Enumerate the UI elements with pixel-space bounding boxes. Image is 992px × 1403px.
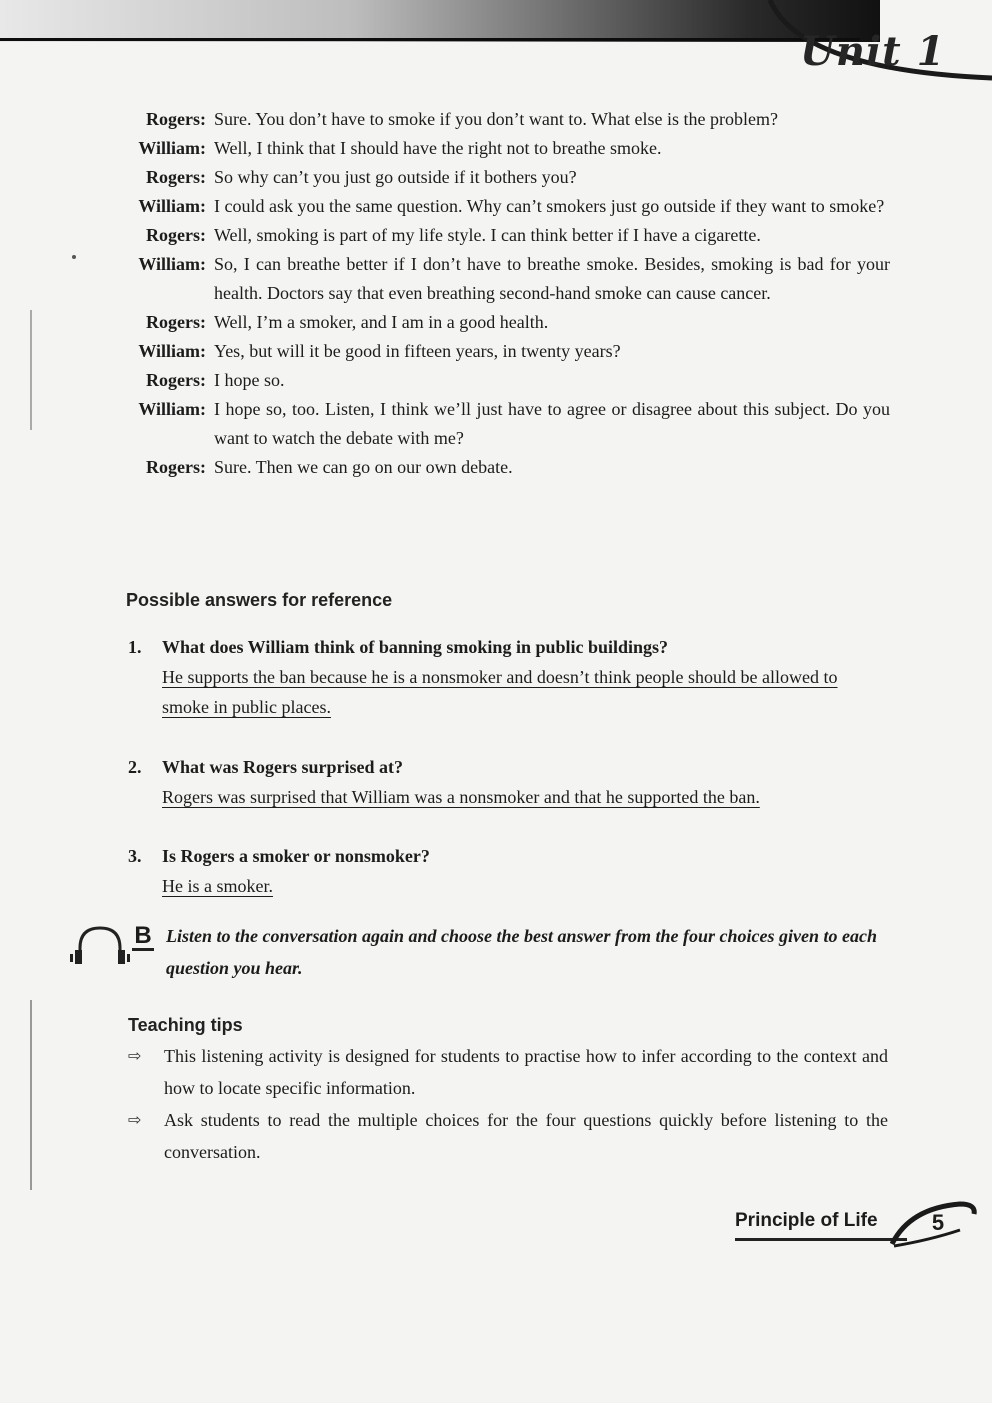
- page-number: 5: [931, 1210, 945, 1235]
- speaker-label: Rogers:: [146, 457, 206, 477]
- list-item: [128, 1040, 888, 1104]
- utterance: I could ask you the same question. Why can’t smokers just go outside if they want to smoke?: [214, 196, 885, 216]
- speaker-label: William:: [138, 341, 206, 361]
- answer-item: [128, 841, 888, 901]
- arrow-icon: ⇨: [128, 1110, 142, 1129]
- utterance: So why can’t you just go outside if it bothers you?: [214, 167, 577, 187]
- utterance: Yes, but will it be good in fifteen years, in twenty years?: [214, 341, 621, 361]
- utterance: I hope so, too. Listen, I think we’ll just have to agree or disagree about this subject. Do you want to watch the debate with me?: [214, 399, 890, 448]
- question-number: 3.: [128, 846, 142, 866]
- dialogue-line: [110, 308, 890, 337]
- part-b-instruction: [70, 920, 900, 984]
- answer-item: [128, 632, 888, 722]
- teaching-tips-heading: Teaching tips: [128, 1015, 243, 1035]
- question-number: 1.: [128, 637, 142, 657]
- answer-text: He supports the ban because he is a nonsmoker and doesn’t think people should be allowed to smoke in public places.: [162, 667, 838, 717]
- dialogue-line: [110, 163, 890, 192]
- question-text: Is Rogers a smoker or nonsmoker?: [162, 846, 430, 866]
- margin-line: [30, 1000, 32, 1190]
- dialogue-transcript: [110, 105, 890, 482]
- speaker-label: Rogers:: [146, 225, 206, 245]
- teaching-tips-list: [128, 1040, 888, 1168]
- speaker-label: Rogers:: [146, 312, 206, 332]
- speaker-label: William:: [138, 254, 206, 274]
- header-bar: [0, 0, 880, 42]
- answer-text: He is a smoker.: [162, 876, 273, 896]
- tip-text: Ask students to read the multiple choices for the four questions quickly before listening to the conversation.: [164, 1110, 888, 1162]
- answer-text: Rogers was surprised that William was a nonsmoker and that he supported the ban.: [162, 787, 760, 807]
- unit-label: Unit 1: [800, 28, 946, 75]
- dialogue-line: [110, 192, 890, 221]
- speaker-label: Rogers:: [146, 370, 206, 390]
- dialogue-line: [110, 337, 890, 366]
- utterance: I hope so.: [214, 370, 285, 390]
- arrow-icon: ⇨: [128, 1046, 142, 1065]
- answer-item: [128, 752, 888, 812]
- question-number: 2.: [128, 757, 142, 777]
- utterance: Well, I’m a smoker, and I am in a good health.: [214, 312, 549, 332]
- dialogue-line: [110, 221, 890, 250]
- speaker-label: William:: [138, 399, 206, 419]
- utterance: So, I can breathe better if I don’t have to breathe smoke. Besides, smoking is bad for your health. Doctors say that even breathing second-hand smoke can cause cancer.: [214, 254, 890, 303]
- tip-text: This listening activity is designed for students to practise how to infer according to the context and how to locate specific information.: [164, 1046, 888, 1098]
- instruction-text: Listen to the conversation again and choose the best answer from the four choices given to each question you hear.: [166, 926, 878, 978]
- speaker-label: Rogers:: [146, 109, 206, 129]
- header-rule: [0, 38, 860, 41]
- margin-line: [30, 310, 32, 430]
- dialogue-line: [110, 250, 890, 308]
- headphones-icon: [70, 920, 130, 970]
- question-text: What was Rogers surprised at?: [162, 757, 403, 777]
- dialogue-line: [110, 395, 890, 453]
- dialogue-line: [110, 105, 890, 134]
- margin-dot: [72, 255, 76, 259]
- dialogue-line: [110, 453, 890, 482]
- dialogue-line: [110, 134, 890, 163]
- utterance: Well, I think that I should have the right not to breathe smoke.: [214, 138, 662, 158]
- list-item: [128, 1104, 888, 1168]
- utterance: Well, smoking is part of my life style. I can think better if I have a cigarette.: [214, 225, 761, 245]
- question-text: What does William think of banning smoking in public buildings?: [162, 637, 669, 657]
- speaker-label: William:: [138, 138, 206, 158]
- footer-title: Principle of Life: [735, 1210, 878, 1231]
- speaker-label: Rogers:: [146, 167, 206, 187]
- footer-rule: [735, 1238, 907, 1241]
- utterance: Sure. You don’t have to smoke if you don’t want to. What else is the problem?: [214, 109, 778, 129]
- utterance: Sure. Then we can go on our own debate.: [214, 457, 513, 477]
- dialogue-line: [110, 366, 890, 395]
- speaker-label: William:: [138, 196, 206, 216]
- answers-heading: Possible answers for reference: [126, 590, 393, 610]
- part-letter: B: [132, 924, 154, 951]
